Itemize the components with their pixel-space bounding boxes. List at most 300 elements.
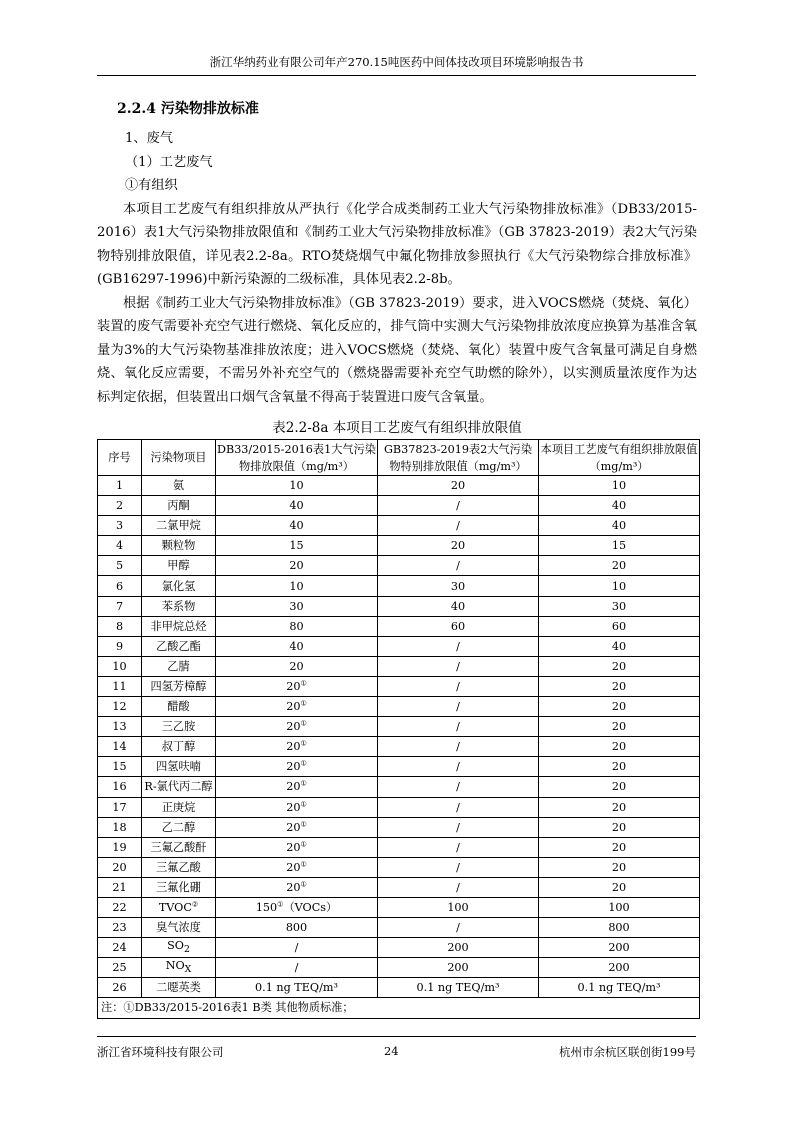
cell-text: 20 bbox=[450, 479, 466, 493]
cell-text: 5 bbox=[115, 559, 124, 573]
table-header-row bbox=[98, 440, 700, 476]
cell-gb37823 bbox=[378, 757, 539, 777]
cell-pollutant bbox=[142, 797, 216, 817]
cell-db33 bbox=[216, 656, 378, 676]
footnote-mark: ① bbox=[300, 840, 307, 848]
item-process-gas: （1）工艺废气 bbox=[125, 154, 213, 170]
cell-no bbox=[98, 797, 142, 817]
cell-text: 20 bbox=[289, 659, 304, 673]
cell-text: 4 bbox=[115, 539, 124, 553]
cell-no bbox=[98, 857, 142, 877]
page-footer bbox=[97, 1036, 696, 1060]
table-row bbox=[98, 717, 700, 737]
cell-text: 20 bbox=[611, 679, 627, 693]
cell-text: 醋酸 bbox=[167, 700, 190, 714]
cell-gb37823 bbox=[378, 717, 539, 737]
cell-project-limit bbox=[539, 656, 700, 676]
cell-text: SO bbox=[167, 939, 184, 953]
cell-project-limit bbox=[539, 676, 700, 696]
cell-db33 bbox=[216, 797, 378, 817]
cell-text: 23 bbox=[112, 921, 127, 935]
cell-pollutant bbox=[142, 676, 216, 696]
cell-project-limit bbox=[539, 576, 700, 596]
cell-text: 60 bbox=[450, 619, 466, 633]
item-waste-gas: 1、废气 bbox=[125, 131, 173, 146]
table-row bbox=[98, 837, 700, 857]
cell-pollutant bbox=[142, 857, 216, 877]
cell-no bbox=[98, 556, 142, 576]
cell-text: 40 bbox=[611, 519, 627, 533]
cell-db33 bbox=[216, 476, 378, 496]
cell-project-limit bbox=[539, 737, 700, 757]
cell-db33 bbox=[216, 737, 378, 757]
cell-db33 bbox=[216, 837, 378, 857]
cell-db33 bbox=[216, 978, 378, 998]
cell-pollutant bbox=[142, 817, 216, 837]
cell-pollutant bbox=[142, 938, 216, 958]
paragraph-oxygen: 根据《制药工业大气污染物排放标准》（GB 37823-2019）要求，进入VOCS燃烧（焚烧、氧化）装置的废气需要补充空气进行燃烧、氧化反应的，排气筒中实测大气污染物排放浓度应换算为基准含氧量为3%的大气污染物基准排放浓度；进入VOCS燃烧（焚烧、氧化）装置中废气含氧量可满足自身燃烧、氧化反应需要，不需另外补充空气的（燃烧器需要补充空气助燃的除外），以实测质量浓度作为达标判定依据，但装置出口烟气含氧量不得高于装置进口废气含氧量。 bbox=[97, 295, 697, 405]
table-row bbox=[98, 817, 700, 837]
cell-pollutant bbox=[142, 717, 216, 737]
footnote-mark: ① bbox=[300, 739, 307, 748]
cell-text: 氨 bbox=[172, 479, 185, 493]
cell-text: / bbox=[294, 941, 299, 955]
cell-project-limit bbox=[539, 938, 700, 958]
table-row bbox=[98, 496, 700, 516]
cell-text: 三氟乙酸酐 bbox=[150, 840, 207, 854]
cell-text: 9 bbox=[115, 639, 124, 653]
footnote-mark: ① bbox=[300, 880, 307, 889]
cell-no bbox=[98, 978, 142, 998]
cell-text: 叔丁醇 bbox=[161, 740, 196, 754]
cell-text: 800 bbox=[285, 921, 308, 935]
table-row bbox=[98, 958, 700, 978]
cell-text: 20 bbox=[611, 860, 627, 874]
cell-text: 丙酮 bbox=[167, 499, 190, 513]
cell-text: 三氟乙酸 bbox=[156, 860, 201, 874]
footnote-mark: ① bbox=[300, 799, 307, 808]
page-number: 24 bbox=[383, 1044, 399, 1058]
cell-no bbox=[98, 616, 142, 636]
footnote-mark: ① bbox=[300, 719, 307, 728]
cell-text: 20 bbox=[286, 880, 301, 894]
cell-db33 bbox=[216, 516, 378, 536]
cell-text: 200 bbox=[447, 961, 469, 975]
cell-no bbox=[98, 897, 142, 917]
section-title: 2.2.4 污染物排放标准 bbox=[117, 101, 259, 117]
footnote-mark: ① bbox=[277, 900, 284, 909]
cell-text: 40 bbox=[289, 639, 304, 653]
cell-text: / bbox=[456, 820, 460, 834]
cell-text: 10 bbox=[611, 479, 627, 493]
cell-text: 30 bbox=[450, 579, 466, 593]
cell-text: / bbox=[456, 499, 460, 513]
cell-text: 30 bbox=[289, 599, 304, 613]
cell-gb37823 bbox=[378, 556, 539, 576]
cell-project-limit bbox=[539, 777, 700, 797]
cell-no bbox=[98, 958, 142, 978]
cell-db33 bbox=[216, 576, 378, 596]
table-row bbox=[98, 857, 700, 877]
cell-db33 bbox=[216, 877, 378, 897]
cell-text: 二氯甲烷 bbox=[156, 519, 201, 533]
cell-text: 20 bbox=[112, 860, 127, 874]
cell-project-limit bbox=[539, 536, 700, 556]
cell-text: / bbox=[456, 880, 460, 894]
cell-text: 10 bbox=[289, 479, 304, 493]
cell-text: 19 bbox=[112, 840, 127, 854]
cell-text: 18 bbox=[112, 820, 127, 834]
cell-text: 20 bbox=[286, 740, 301, 754]
cell-project-limit bbox=[539, 476, 700, 496]
cell-text: 60 bbox=[611, 619, 627, 633]
cell-text: 100 bbox=[608, 901, 630, 915]
cell-gb37823 bbox=[378, 636, 539, 656]
cell-text: 26 bbox=[112, 981, 127, 995]
table-row bbox=[98, 697, 700, 717]
table-row bbox=[98, 556, 700, 576]
cell-text: / bbox=[456, 639, 460, 653]
cell-gb37823 bbox=[378, 978, 539, 998]
cell-db33 bbox=[216, 918, 378, 938]
cell-text: 20 bbox=[286, 820, 301, 834]
cell-text: 20 bbox=[286, 860, 301, 874]
table-row bbox=[98, 636, 700, 656]
cell-pollutant bbox=[142, 476, 216, 496]
cell-pollutant bbox=[142, 516, 216, 536]
cell-no bbox=[98, 877, 142, 897]
cell-pollutant bbox=[142, 496, 216, 516]
header-gb37823: GB37823-2019表2大气污染物特别排放限值（mg/m³） bbox=[378, 440, 539, 476]
cell-project-limit bbox=[539, 797, 700, 817]
cell-text: / bbox=[456, 760, 460, 774]
table-row bbox=[98, 777, 700, 797]
cell-text: 0.1 ng TEQ/m³ bbox=[416, 981, 500, 995]
cell-pollutant bbox=[142, 556, 216, 576]
cell-text: 0.1 ng TEQ/m³ bbox=[255, 981, 338, 995]
page-content bbox=[97, 98, 697, 1019]
cell-text: 20 bbox=[611, 659, 627, 673]
cell-no bbox=[98, 496, 142, 516]
item-organized: ①有组织 bbox=[125, 178, 178, 193]
footer-address: 杭州市余杭区联创街199号 bbox=[559, 1045, 696, 1059]
footnote-mark: ① bbox=[300, 819, 307, 828]
cell-project-limit bbox=[539, 837, 700, 857]
cell-suffix: （VOCs） bbox=[283, 901, 338, 915]
footnote-mark: ① bbox=[300, 860, 307, 869]
cell-text: 20 bbox=[286, 760, 301, 774]
cell-text: 20 bbox=[611, 760, 627, 774]
cell-gb37823 bbox=[378, 496, 539, 516]
cell-text: 10 bbox=[289, 579, 304, 593]
cell-project-limit bbox=[539, 978, 700, 998]
cell-text: 80 bbox=[289, 619, 304, 633]
cell-text: 7 bbox=[115, 599, 124, 613]
table-row bbox=[98, 656, 700, 676]
cell-project-limit bbox=[539, 636, 700, 656]
cell-text: 20 bbox=[286, 700, 301, 714]
cell-text: 乙腈 bbox=[167, 659, 190, 673]
cell-gb37823 bbox=[378, 616, 539, 636]
cell-project-limit bbox=[539, 877, 700, 897]
cell-text: 24 bbox=[112, 941, 127, 955]
cell-text: 乙二醇 bbox=[161, 820, 196, 834]
cell-db33 bbox=[216, 616, 378, 636]
cell-text: 6 bbox=[115, 579, 124, 593]
cell-pollutant bbox=[142, 958, 216, 978]
cell-text: 15 bbox=[289, 539, 304, 553]
cell-project-limit bbox=[539, 897, 700, 917]
cell-project-limit bbox=[539, 817, 700, 837]
cell-pollutant bbox=[142, 777, 216, 797]
cell-text: 二噁英类 bbox=[156, 981, 201, 995]
cell-text: 10 bbox=[112, 659, 127, 673]
cell-gb37823 bbox=[378, 857, 539, 877]
subscript: X bbox=[184, 964, 192, 976]
cell-project-limit bbox=[539, 757, 700, 777]
cell-text: / bbox=[456, 740, 460, 754]
cell-pollutant bbox=[142, 897, 216, 917]
cell-text: 乙酸乙酯 bbox=[156, 639, 201, 653]
emission-limits-table bbox=[97, 439, 700, 1019]
table-row bbox=[98, 576, 700, 596]
cell-gb37823 bbox=[378, 737, 539, 757]
cell-db33 bbox=[216, 496, 378, 516]
cell-text: 三乙胺 bbox=[161, 720, 196, 734]
cell-gb37823 bbox=[378, 656, 539, 676]
cell-text: 200 bbox=[608, 941, 630, 955]
cell-gb37823 bbox=[378, 576, 539, 596]
cell-gb37823 bbox=[378, 837, 539, 857]
cell-text: 3 bbox=[115, 519, 124, 533]
table-row bbox=[98, 596, 700, 616]
table-caption: 表2.2-8a 本项目工艺废气有组织排放限值 bbox=[272, 420, 522, 436]
cell-pollutant bbox=[142, 877, 216, 897]
cell-project-limit bbox=[539, 697, 700, 717]
cell-gb37823 bbox=[378, 676, 539, 696]
page-header: 浙江华纳药业有限公司年产270.15吨医药中间体技改项目环境影响报告书 bbox=[97, 54, 696, 76]
cell-text: 2 bbox=[115, 499, 124, 513]
cell-text: 苯系物 bbox=[161, 599, 196, 613]
cell-text: 40 bbox=[289, 499, 304, 513]
cell-text: R-氯代丙二醇 bbox=[144, 780, 213, 794]
cell-pollutant bbox=[142, 596, 216, 616]
footnote-mark: ① bbox=[300, 679, 307, 688]
cell-text: 20 bbox=[286, 720, 301, 734]
cell-gb37823 bbox=[378, 918, 539, 938]
footnote-mark: ① bbox=[300, 759, 307, 768]
cell-text: 17 bbox=[112, 800, 127, 814]
cell-text: / bbox=[456, 659, 460, 673]
table-row bbox=[98, 978, 700, 998]
cell-gb37823 bbox=[378, 596, 539, 616]
cell-text: 10 bbox=[611, 579, 627, 593]
cell-text: 100 bbox=[447, 901, 469, 915]
cell-text: 20 bbox=[289, 559, 304, 573]
cell-text: 20 bbox=[611, 559, 627, 573]
cell-no bbox=[98, 777, 142, 797]
cell-text: 20 bbox=[611, 780, 627, 794]
cell-no bbox=[98, 576, 142, 596]
cell-text: / bbox=[456, 921, 460, 935]
cell-text: 20 bbox=[286, 780, 301, 794]
cell-db33 bbox=[216, 897, 378, 917]
cell-text: 正庚烷 bbox=[161, 800, 196, 814]
cell-pollutant bbox=[142, 697, 216, 717]
table-row bbox=[98, 757, 700, 777]
cell-no bbox=[98, 476, 142, 496]
cell-text: 20 bbox=[611, 700, 627, 714]
table-row bbox=[98, 877, 700, 897]
cell-no bbox=[98, 737, 142, 757]
cell-text: 20 bbox=[611, 820, 627, 834]
cell-db33 bbox=[216, 857, 378, 877]
table-row bbox=[98, 918, 700, 938]
cell-text: 20 bbox=[611, 800, 627, 814]
cell-pollutant bbox=[142, 536, 216, 556]
cell-text: 0.1 ng TEQ/m³ bbox=[577, 981, 661, 995]
cell-gb37823 bbox=[378, 697, 539, 717]
cell-no bbox=[98, 656, 142, 676]
cell-text: 臭气浓度 bbox=[156, 921, 201, 935]
cell-text: 40 bbox=[289, 519, 304, 533]
cell-text: / bbox=[456, 840, 460, 854]
cell-pollutant bbox=[142, 978, 216, 998]
cell-text: 150 bbox=[255, 901, 278, 915]
footnote-mark: ② bbox=[191, 900, 199, 909]
cell-db33 bbox=[216, 777, 378, 797]
cell-db33 bbox=[216, 697, 378, 717]
cell-text: 20 bbox=[611, 840, 627, 854]
cell-text: / bbox=[456, 679, 460, 693]
footer-company: 浙江省环境科技有限公司 bbox=[97, 1045, 224, 1059]
cell-text: 四氢呋喃 bbox=[156, 760, 201, 774]
footnote-mark: ① bbox=[300, 699, 307, 708]
table-row bbox=[98, 536, 700, 556]
table-row bbox=[98, 616, 700, 636]
cell-text: 21 bbox=[112, 880, 127, 894]
cell-pollutant bbox=[142, 636, 216, 656]
cell-text: / bbox=[456, 519, 460, 533]
cell-project-limit bbox=[539, 616, 700, 636]
cell-text: 12 bbox=[112, 700, 127, 714]
cell-text: TVOC bbox=[158, 901, 192, 915]
cell-text: / bbox=[456, 860, 460, 874]
cell-text: 15 bbox=[611, 539, 627, 553]
cell-text: 颗粒物 bbox=[161, 539, 196, 553]
cell-text: 20 bbox=[286, 840, 301, 854]
cell-project-limit bbox=[539, 556, 700, 576]
table-row bbox=[98, 476, 700, 496]
table-row bbox=[98, 676, 700, 696]
cell-text: 40 bbox=[450, 599, 466, 613]
cell-project-limit bbox=[539, 516, 700, 536]
cell-text: NO bbox=[165, 959, 185, 973]
cell-gb37823 bbox=[378, 938, 539, 958]
table-row bbox=[98, 516, 700, 536]
cell-text: 200 bbox=[447, 941, 469, 955]
cell-pollutant bbox=[142, 616, 216, 636]
cell-no bbox=[98, 636, 142, 656]
cell-text: / bbox=[456, 700, 460, 714]
cell-text: 20 bbox=[286, 679, 301, 693]
cell-no bbox=[98, 596, 142, 616]
cell-text: 20 bbox=[450, 539, 466, 553]
cell-text: / bbox=[456, 780, 460, 794]
header-no: 序号 bbox=[98, 440, 142, 476]
table-body bbox=[98, 476, 700, 1019]
cell-text: 氯化氢 bbox=[161, 579, 196, 593]
paragraph-standards: 本项目工艺废气有组织排放从严执行《化学合成类制药工业大气污染物排放标准》（DB33/2015-2016）表1大气污染物排放限值和《制药工业大气污染物排放标准》（GB 37823-2019）表2大气污染物特别排放限值，详见表2.2-8a。RTO焚烧烟气中氟化物排放参照执行《大气污染物综合排放标准》(GB16297-1996)中新污染源的二级标准，具体见表2.2-8b。 bbox=[97, 201, 697, 287]
cell-text: / bbox=[456, 559, 460, 573]
cell-gb37823 bbox=[378, 817, 539, 837]
cell-no bbox=[98, 817, 142, 837]
cell-text: 30 bbox=[611, 599, 627, 613]
header-db33: DB33/2015-2016表1大气污染物排放限值（mg/m³） bbox=[216, 440, 378, 476]
cell-text: 14 bbox=[112, 740, 127, 754]
cell-gb37823 bbox=[378, 777, 539, 797]
cell-db33 bbox=[216, 938, 378, 958]
cell-no bbox=[98, 938, 142, 958]
cell-pollutant bbox=[142, 656, 216, 676]
cell-project-limit bbox=[539, 596, 700, 616]
footnote-mark: ① bbox=[300, 779, 307, 788]
cell-gb37823 bbox=[378, 877, 539, 897]
cell-text: 20 bbox=[286, 800, 301, 814]
table-row bbox=[98, 938, 700, 958]
table-row bbox=[98, 737, 700, 757]
cell-no bbox=[98, 536, 142, 556]
cell-text: 20 bbox=[611, 720, 627, 734]
table-note: 注：①DB33/2015-2016表1 B类 其他物质标准； bbox=[98, 998, 700, 1018]
cell-gb37823 bbox=[378, 797, 539, 817]
cell-text: 22 bbox=[112, 901, 127, 915]
cell-no bbox=[98, 697, 142, 717]
cell-text: 三氟化硼 bbox=[156, 880, 201, 894]
cell-text: 非甲烷总烃 bbox=[150, 619, 207, 633]
table-row bbox=[98, 797, 700, 817]
cell-project-limit bbox=[539, 857, 700, 877]
cell-pollutant bbox=[142, 576, 216, 596]
cell-gb37823 bbox=[378, 897, 539, 917]
cell-gb37823 bbox=[378, 536, 539, 556]
header-pollutant: 污染物项目 bbox=[142, 440, 216, 476]
cell-project-limit bbox=[539, 918, 700, 938]
cell-gb37823 bbox=[378, 516, 539, 536]
cell-no bbox=[98, 676, 142, 696]
cell-pollutant bbox=[142, 737, 216, 757]
cell-text: 11 bbox=[112, 679, 127, 693]
table-row bbox=[98, 897, 700, 917]
cell-text: 40 bbox=[611, 639, 627, 653]
cell-text: 20 bbox=[611, 740, 627, 754]
cell-no bbox=[98, 516, 142, 536]
cell-db33 bbox=[216, 636, 378, 656]
cell-text: 40 bbox=[611, 499, 627, 513]
cell-text: / bbox=[294, 961, 299, 975]
cell-gb37823 bbox=[378, 958, 539, 978]
cell-pollutant bbox=[142, 918, 216, 938]
cell-db33 bbox=[216, 536, 378, 556]
cell-project-limit bbox=[539, 958, 700, 978]
cell-text: 8 bbox=[115, 619, 124, 633]
cell-no bbox=[98, 717, 142, 737]
cell-db33 bbox=[216, 676, 378, 696]
cell-text: 15 bbox=[112, 760, 127, 774]
cell-text: 16 bbox=[112, 780, 127, 794]
cell-db33 bbox=[216, 817, 378, 837]
cell-project-limit bbox=[539, 496, 700, 516]
